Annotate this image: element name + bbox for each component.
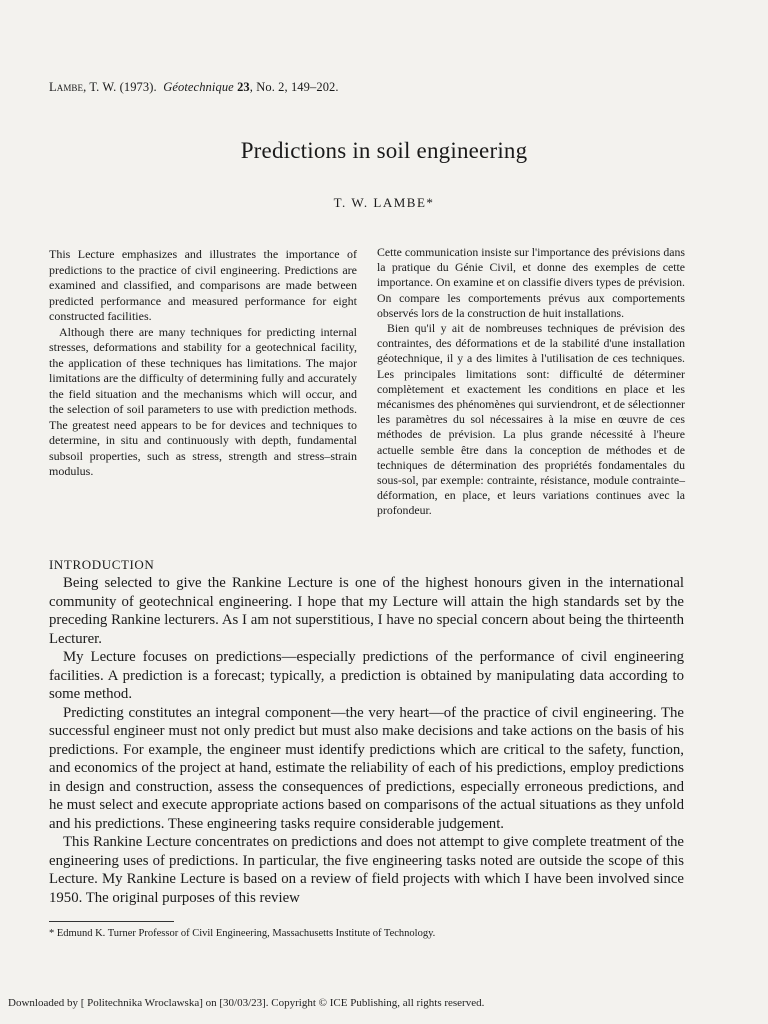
- body-paragraph: This Rankine Lecture concentrates on predictions and does not attempt to give complete treatment of the engineering uses of predictions. In particular, the five engineering tasks noted are outside the scope of this Lecture. My Rankine Lecture is based on a review of field projects with which I have been involved since 1950. The original purposes of this review: [49, 834, 684, 906]
- body-paragraph: Being selected to give the Rankine Lecture is one of the highest honours given in the international community of geotechnical engineering. I hope that my Lecture will attain the high standards set by the preceding Rankine lecturers. As I am not superstitious, I have no special concern about being the thirteenth Lecturer.: [49, 575, 684, 647]
- abstract-english: [49, 247, 357, 480]
- author-line: T. W. LAMBE*: [333, 195, 435, 210]
- paper-title: Predictions in soil engineering: [240, 138, 528, 163]
- citation-author: Lambe: [49, 80, 84, 94]
- footnote-rule: [49, 921, 174, 922]
- citation-volume: 23: [237, 80, 250, 94]
- abstract-french: [377, 245, 685, 519]
- body-paragraph: Predicting constitutes an integral component—the very heart—of the practice of civil engineering. The successful engineer must not only predict but must also make decisions and take actions on the basis of his predictions. For example, the engineer must identify predictions which are critical to the safety, function, and economics of the project at hand, estimate the reliability of each of his predictions, employ predictions in design and construction, assess the consequences of predictions, especially erroneous predictions, and he must select and execute appropriate actions based on comparisons of the actual situations as they unfold and his predictions. These engineering tasks require considerable judgement.: [49, 704, 684, 832]
- download-notice: Downloaded by [ Politechnika Wroclawska] on [30/03/23]. Copyright © ICE Publishing, all rights reserved.: [8, 997, 485, 1009]
- abstract-en-paragraph: This Lecture emphasizes and illustrates the importance of predictions to the practice of civil engineering. Predictions are examined and classified, and comparisons are made between predicted performance and measured performance for eight constructed facilities.: [49, 247, 357, 323]
- citation-year: , T. W. (1973).: [83, 80, 157, 94]
- introduction-body: [49, 574, 684, 907]
- citation-issue: , No. 2, 149–202.: [249, 80, 339, 94]
- citation-journal: Géotechnique: [163, 80, 234, 94]
- abstract-fr-paragraph: Bien qu'il y ait de nombreuses techniques de prévision des contraintes, des déformations et de la stabilité d'une installation géotechnique, il y a des limites à l'utilisation de ces techniques. Les principales limitations sont: difficulté de déterminer complètement et exactement les conditions en place et les mécanismes des phénomènes qui surviendront, et de sélectionner les paramètres du sol nécessaires à la mise en œuvre de ces méthodes de prévision. La plus grande nécessité à l'heure actuelle semble être dans la conception de méthodes et de techniques de détermination des propriétés fondamentales du sous-sol, par exemple: contrainte, résistance, module contrainte–déformation, en place, et leurs variations continues avec la profondeur.: [377, 321, 685, 518]
- abstract-fr-paragraph: Cette communication insiste sur l'importance des prévisions dans la pratique du Génie Civil, et donne des exemples de cette importance. On examine et on classifie divers types de prévision. On compare les comportements prévus aux comportements observés lors de la construction de huit installations.: [377, 245, 685, 320]
- abstract-en-paragraph: Although there are many techniques for predicting internal stresses, deformations and stability for a geotechnical facility, the application of these techniques has limitations. The major limitations are the difficulty of determining fully and accurately the field situation and the mechanisms which will occur, and the selection of soil parameters to use with prediction methods. The greatest need appears to be for devices and techniques to determine, in situ and continuously with depth, fundamental subsoil properties, such as stress, strength and stress–strain modulus.: [49, 324, 357, 478]
- footnote: * Edmund K. Turner Professor of Civil Engineering, Massachusetts Institute of Technology.: [49, 928, 436, 939]
- section-heading-introduction: INTRODUCTION: [49, 557, 155, 572]
- citation-line: [49, 80, 339, 95]
- body-paragraph: My Lecture focuses on predictions—especially predictions of the performance of civil engineering facilities. A prediction is a forecast; typically, a prediction is obtained by manipulating data according to some method.: [49, 649, 684, 702]
